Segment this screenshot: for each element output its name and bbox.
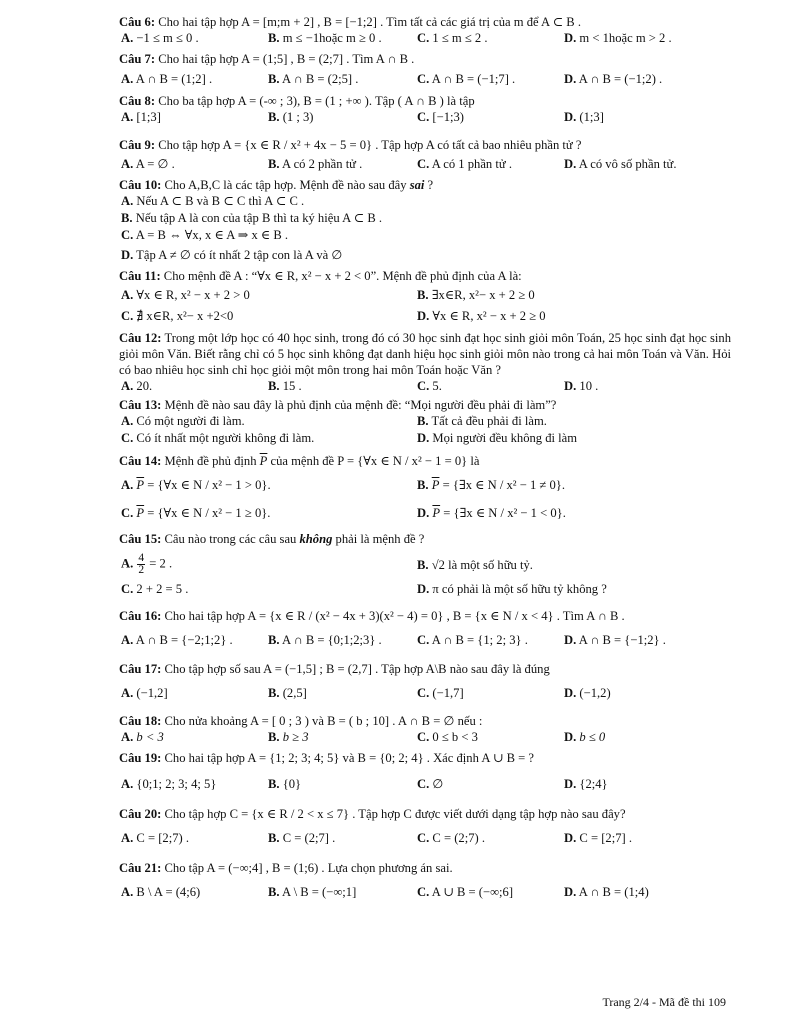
question-text: Câu nào trong các câu sau xyxy=(164,532,300,546)
question-text: Mệnh đề phủ định xyxy=(164,454,260,468)
option-a[interactable]: A. $\overline{P}$ = {∀x ∈ N / x² − 1 > 0}. xyxy=(121,478,271,492)
option-a[interactable]: A. b < 3 xyxy=(121,730,164,744)
question-8 xyxy=(119,93,731,131)
question-text: Cho tập hợp A = {x ∈ R / x² + 4x − 5 = 0} . Tập hợp A có tất cả bao nhiêu phần tử ? xyxy=(158,138,582,152)
question-number: Câu 11: xyxy=(119,269,161,283)
options-row xyxy=(119,30,731,47)
option-b[interactable]: B. Tất cả đều phải đi làm. xyxy=(417,414,547,428)
question-17 xyxy=(119,656,731,703)
option-c[interactable]: C. ∄ x∈R, x²− x +2<0 xyxy=(121,309,234,323)
option-c[interactable]: C. A ∩ B = {1; 2; 3} . xyxy=(417,633,528,647)
question-text: Cho mệnh đề A : “∀x ∈ R, x² − x + 2 < 0”. Mệnh đề phủ định của A là: xyxy=(163,269,522,283)
option-b[interactable]: B. √2 là một số hữu tỷ. xyxy=(417,558,533,572)
question-number: Câu 15: xyxy=(119,532,162,546)
options-row xyxy=(119,306,731,328)
question-number: Câu 7: xyxy=(119,52,156,66)
options-row xyxy=(119,577,731,599)
option-b[interactable]: B. A \ B = (−∞;1] xyxy=(268,885,357,899)
option-c[interactable]: C. A ∩ B = (−1;7] . xyxy=(417,72,516,86)
option-c[interactable]: C. 1 ≤ m ≤ 2 . xyxy=(417,31,488,45)
option-c[interactable]: C. Có ít nhất một người không đi làm. xyxy=(121,431,315,445)
option-a[interactable]: A. $\frac{4}{2}$ = 2 . xyxy=(121,552,173,576)
question-10: Câu 10: Cho A,B,C là các tập hợp. Mệnh đề nào sau đây sai ? A. Nếu A ⊂ B và B ⊂ C thì A ⊂ C . B. Nếu tập A là con của tập B thì ta ký hiệu A ⊂ B . C. A = B ⇔ ∀x, x ∈ A ⇒ x ∈ B . D. Tập A ≠ ∅ có ít nhất 2 tập con là A và ∅ xyxy=(119,177,731,264)
option-b[interactable]: B. (1 ; 3) xyxy=(268,110,314,124)
option-c[interactable]: C. A ∪ B = (−∞;6] xyxy=(417,885,514,899)
question-text: Mệnh đề nào sau đây là phủ định của mệnh đề: “Mọi người đều phải đi làm”? xyxy=(164,398,557,412)
question-number: Câu 17: xyxy=(119,662,162,676)
question-emphasis: sai xyxy=(409,178,425,192)
option-b[interactable]: B. (2,5] xyxy=(268,686,307,700)
question-text: Cho ba tập hợp A = (-∞ ; 3), B = (1 ; +∞ ). Tập ( A ∩ B ) là tập xyxy=(158,94,475,108)
question-number: Câu 14: xyxy=(119,454,162,468)
option-a[interactable]: A. B \ A = (4;6) xyxy=(121,885,201,899)
question-number: Câu 19: xyxy=(119,751,162,765)
question-14: Câu 14: Mệnh đề phủ định $\overline{P}$ của mệnh đề P = {∀x ∈ N / x² − 1 = 0} là A. $\overline{P}$ = {∀x ∈ N / x² − 1 > 0}. B. $\overline{P}$ = {∃x ∈ N / x² − 1 ≠ 0}. C. $\overline{P}$ = {∀x ∈ N / x² − 1 ≥ 0}. D. $\overline{P}$ = {∃x ∈ N / x² − 1 < 0}. xyxy=(119,453,731,527)
question-6 xyxy=(119,14,731,47)
option-b[interactable]: B. C = (2;7] . xyxy=(268,831,336,845)
options-row xyxy=(119,729,731,746)
option-b[interactable]: B. $\overline{P}$ = {∃x ∈ N / x² − 1 ≠ 0}. xyxy=(417,478,565,492)
question-18 xyxy=(119,709,731,746)
option-c[interactable]: C. A = B ⇔ ∀x, x ∈ A ⇒ x ∈ B . xyxy=(121,228,289,242)
option-d[interactable]: D. Tập A ≠ ∅ có ít nhất 2 tập con là A và ∅ xyxy=(121,248,343,262)
option-d[interactable]: D. 10 . xyxy=(564,379,599,393)
option-b[interactable]: B. A có 2 phần tử . xyxy=(268,157,363,171)
option-a[interactable]: A. Nếu A ⊂ B và B ⊂ C thì A ⊂ C . xyxy=(121,194,305,208)
question-number: Câu 16: xyxy=(119,609,162,623)
option-a[interactable]: A. (−1,2] xyxy=(121,686,168,700)
question-19 xyxy=(119,750,731,796)
option-a[interactable]: A. A = ∅ . xyxy=(121,157,175,171)
question-number: Câu 12: xyxy=(119,331,162,345)
option-a[interactable]: A. C = [2;7) . xyxy=(121,831,189,845)
question-11 xyxy=(119,268,731,328)
question-16 xyxy=(119,605,731,650)
question-text: Cho hai tập hợp A = [m;m + 2] , B = [−1;2] . Tìm tất cả các giá trị của m để A ⊂ B . xyxy=(158,15,581,29)
option-d[interactable]: D. ∀x ∈ R, x² − x + 2 ≥ 0 xyxy=(417,309,546,323)
question-number: Câu 10: xyxy=(119,178,162,192)
question-21 xyxy=(119,856,731,904)
options-row xyxy=(119,822,731,850)
options-row xyxy=(119,497,731,527)
option-d[interactable]: D. (1;3] xyxy=(564,110,604,124)
question-text: Cho tập A = (−∞;4] , B = (1;6) . Lựa chọn phương án sai. xyxy=(164,861,453,875)
question-7 xyxy=(119,51,731,89)
question-number: Câu 21: xyxy=(119,861,162,875)
option-b[interactable]: B. b ≥ 3 xyxy=(268,730,309,744)
option-b[interactable]: B. m ≤ −1hoặc m ≥ 0 . xyxy=(268,31,382,45)
question-text: Cho A,B,C là các tập hợp. Mệnh đề nào sau đây xyxy=(164,178,410,192)
option-d[interactable]: D. {2;4} xyxy=(564,777,608,791)
option-d[interactable]: D. (−1,2) xyxy=(564,686,611,700)
question-emphasis: không xyxy=(299,532,333,546)
options-row xyxy=(119,430,731,447)
option-c[interactable]: C. $\overline{P}$ = {∀x ∈ N / x² − 1 ≥ 0}. xyxy=(121,506,271,520)
options-stack xyxy=(119,193,731,264)
option-d[interactable]: D. b ≤ 0 xyxy=(564,730,606,744)
option-a[interactable]: A. [1;3] xyxy=(121,110,161,124)
option-a[interactable]: A. 20. xyxy=(121,379,153,393)
options-row xyxy=(119,876,731,904)
options-row xyxy=(119,766,731,796)
options-row xyxy=(119,109,731,131)
option-a[interactable]: A. {0;1; 2; 3; 4; 5} xyxy=(121,777,217,791)
option-b[interactable]: B. Nếu tập A là con của tập B thì ta ký hiệu A ⊂ B . xyxy=(121,211,383,225)
options-row xyxy=(119,413,731,430)
question-text: Cho hai tập hợp A = {1; 2; 3; 4; 5} và B = {0; 2; 4} . Xác định A ∪ B = ? xyxy=(164,751,534,765)
options-row xyxy=(119,284,731,306)
page-footer: Trang 2/4 - Mã đề thi 109 xyxy=(602,995,726,1009)
options-row xyxy=(119,469,731,497)
option-d[interactable]: D. A ∩ B = (−1;2) . xyxy=(564,72,663,86)
question-number: Câu 9: xyxy=(119,138,156,152)
option-d[interactable]: D. Mọi người đều không đi làm xyxy=(417,431,578,445)
option-c[interactable]: C. 2 + 2 = 5 . xyxy=(121,582,189,596)
question-12 xyxy=(119,330,731,395)
question-number: Câu 18: xyxy=(119,714,162,728)
option-b[interactable]: B. A ∩ B = (2;5] . xyxy=(268,72,359,86)
question-number: Câu 8: xyxy=(119,94,156,108)
option-a[interactable]: A. ∀x ∈ R, x² − x + 2 > 0 xyxy=(121,288,250,302)
options-row xyxy=(119,677,731,703)
question-text: Trong một lớp học có 40 học sinh, trong đó có 30 học sinh đạt học sinh giỏi môn Toán, 25 học sinh đạt học sinh giỏi môn Văn. Biết rằng chỉ có 5 học sinh không đạt danh hiệu học sinh giỏi môn nào trong cả hai môn Toán và Văn. Hỏi có bao nhiêu học sinh chỉ học giỏi một môn trong hai môn Toán hoặc Văn ? xyxy=(119,331,732,377)
options-row xyxy=(119,547,731,577)
option-b[interactable]: B. A ∩ B = {0;1;2;3} . xyxy=(268,633,382,647)
option-a[interactable]: A. Có một người đi làm. xyxy=(121,414,245,428)
question-text: Cho tập hợp C = {x ∈ R / 2 < x ≤ 7} . Tập hợp C được viết dưới dạng tập hợp nào sau đây? xyxy=(164,807,626,821)
question-9 xyxy=(119,137,731,175)
question-15: Câu 15: Câu nào trong các câu sau không phải là mệnh đề ? A. $\frac{4}{2}$ = 2 . B. √2 là một số hữu tỷ. C. 2 + 2 = 5 . D. π có phải là một số hữu tỷ không ? xyxy=(119,531,731,599)
option-a[interactable]: A. −1 ≤ m ≤ 0 . xyxy=(121,31,199,45)
question-text: Cho tập hợp số sau A = (−1,5] ; B = (2,7] . Tập hợp A\B nào sau đây là đúng xyxy=(164,662,550,676)
option-d[interactable]: D. A có vô số phần tử. xyxy=(564,157,677,171)
options-row xyxy=(119,378,731,395)
options-row xyxy=(119,624,731,650)
option-d[interactable]: D. A ∩ B = (1;4) xyxy=(564,885,649,899)
option-c[interactable]: C. 5. xyxy=(417,379,442,393)
options-row xyxy=(119,153,731,175)
question-text: Cho hai tập hợp A = {x ∈ R / (x² − 4x + 3)(x² − 4) = 0} , B = {x ∈ N / x < 4} . Tìm A ∩ B . xyxy=(164,609,625,623)
question-text: Cho hai tập hợp A = (1;5] , B = (2;7] . Tìm A ∩ B . xyxy=(158,52,415,66)
option-c[interactable]: C. C = (2;7) . xyxy=(417,831,485,845)
option-a[interactable]: A. A ∩ B = (1;2] . xyxy=(121,72,213,86)
option-b[interactable]: B. ∃x∈R, x²− x + 2 ≥ 0 xyxy=(417,288,535,302)
question-number: Câu 13: xyxy=(119,398,162,412)
option-c[interactable]: C. (−1,7] xyxy=(417,686,464,700)
option-d[interactable]: D. m < 1hoặc m > 2 . xyxy=(564,31,672,45)
option-b[interactable]: B. 15 . xyxy=(268,379,302,393)
question-13 xyxy=(119,397,731,447)
question-number: Câu 6: xyxy=(119,15,156,29)
option-c[interactable]: C. 0 ≤ b < 3 xyxy=(417,730,478,744)
option-d[interactable]: D. C = [2;7] . xyxy=(564,831,632,845)
options-row xyxy=(119,67,731,89)
option-c[interactable]: C. ∅ xyxy=(417,777,444,791)
option-c[interactable]: C. A có 1 phần tử . xyxy=(417,157,512,171)
question-text: Cho nửa khoảng A = [ 0 ; 3 ) và B = ( b ; 10] . A ∩ B = ∅ nếu : xyxy=(164,714,483,728)
option-b[interactable]: B. {0} xyxy=(268,777,302,791)
exam-page xyxy=(119,14,731,904)
option-d[interactable]: D. $\overline{P}$ = {∃x ∈ N / x² − 1 < 0}. xyxy=(417,506,566,520)
option-c[interactable]: C. [−1;3) xyxy=(417,110,464,124)
question-20 xyxy=(119,802,731,850)
question-number: Câu 20: xyxy=(119,807,162,821)
option-d[interactable]: D. π có phải là một số hữu tỷ không ? xyxy=(417,582,607,596)
option-d[interactable]: D. A ∩ B = {−1;2} . xyxy=(564,633,666,647)
fraction: $\frac{4}{2}$ xyxy=(138,552,145,576)
option-a[interactable]: A. A ∩ B = {−2;1;2} . xyxy=(121,633,233,647)
